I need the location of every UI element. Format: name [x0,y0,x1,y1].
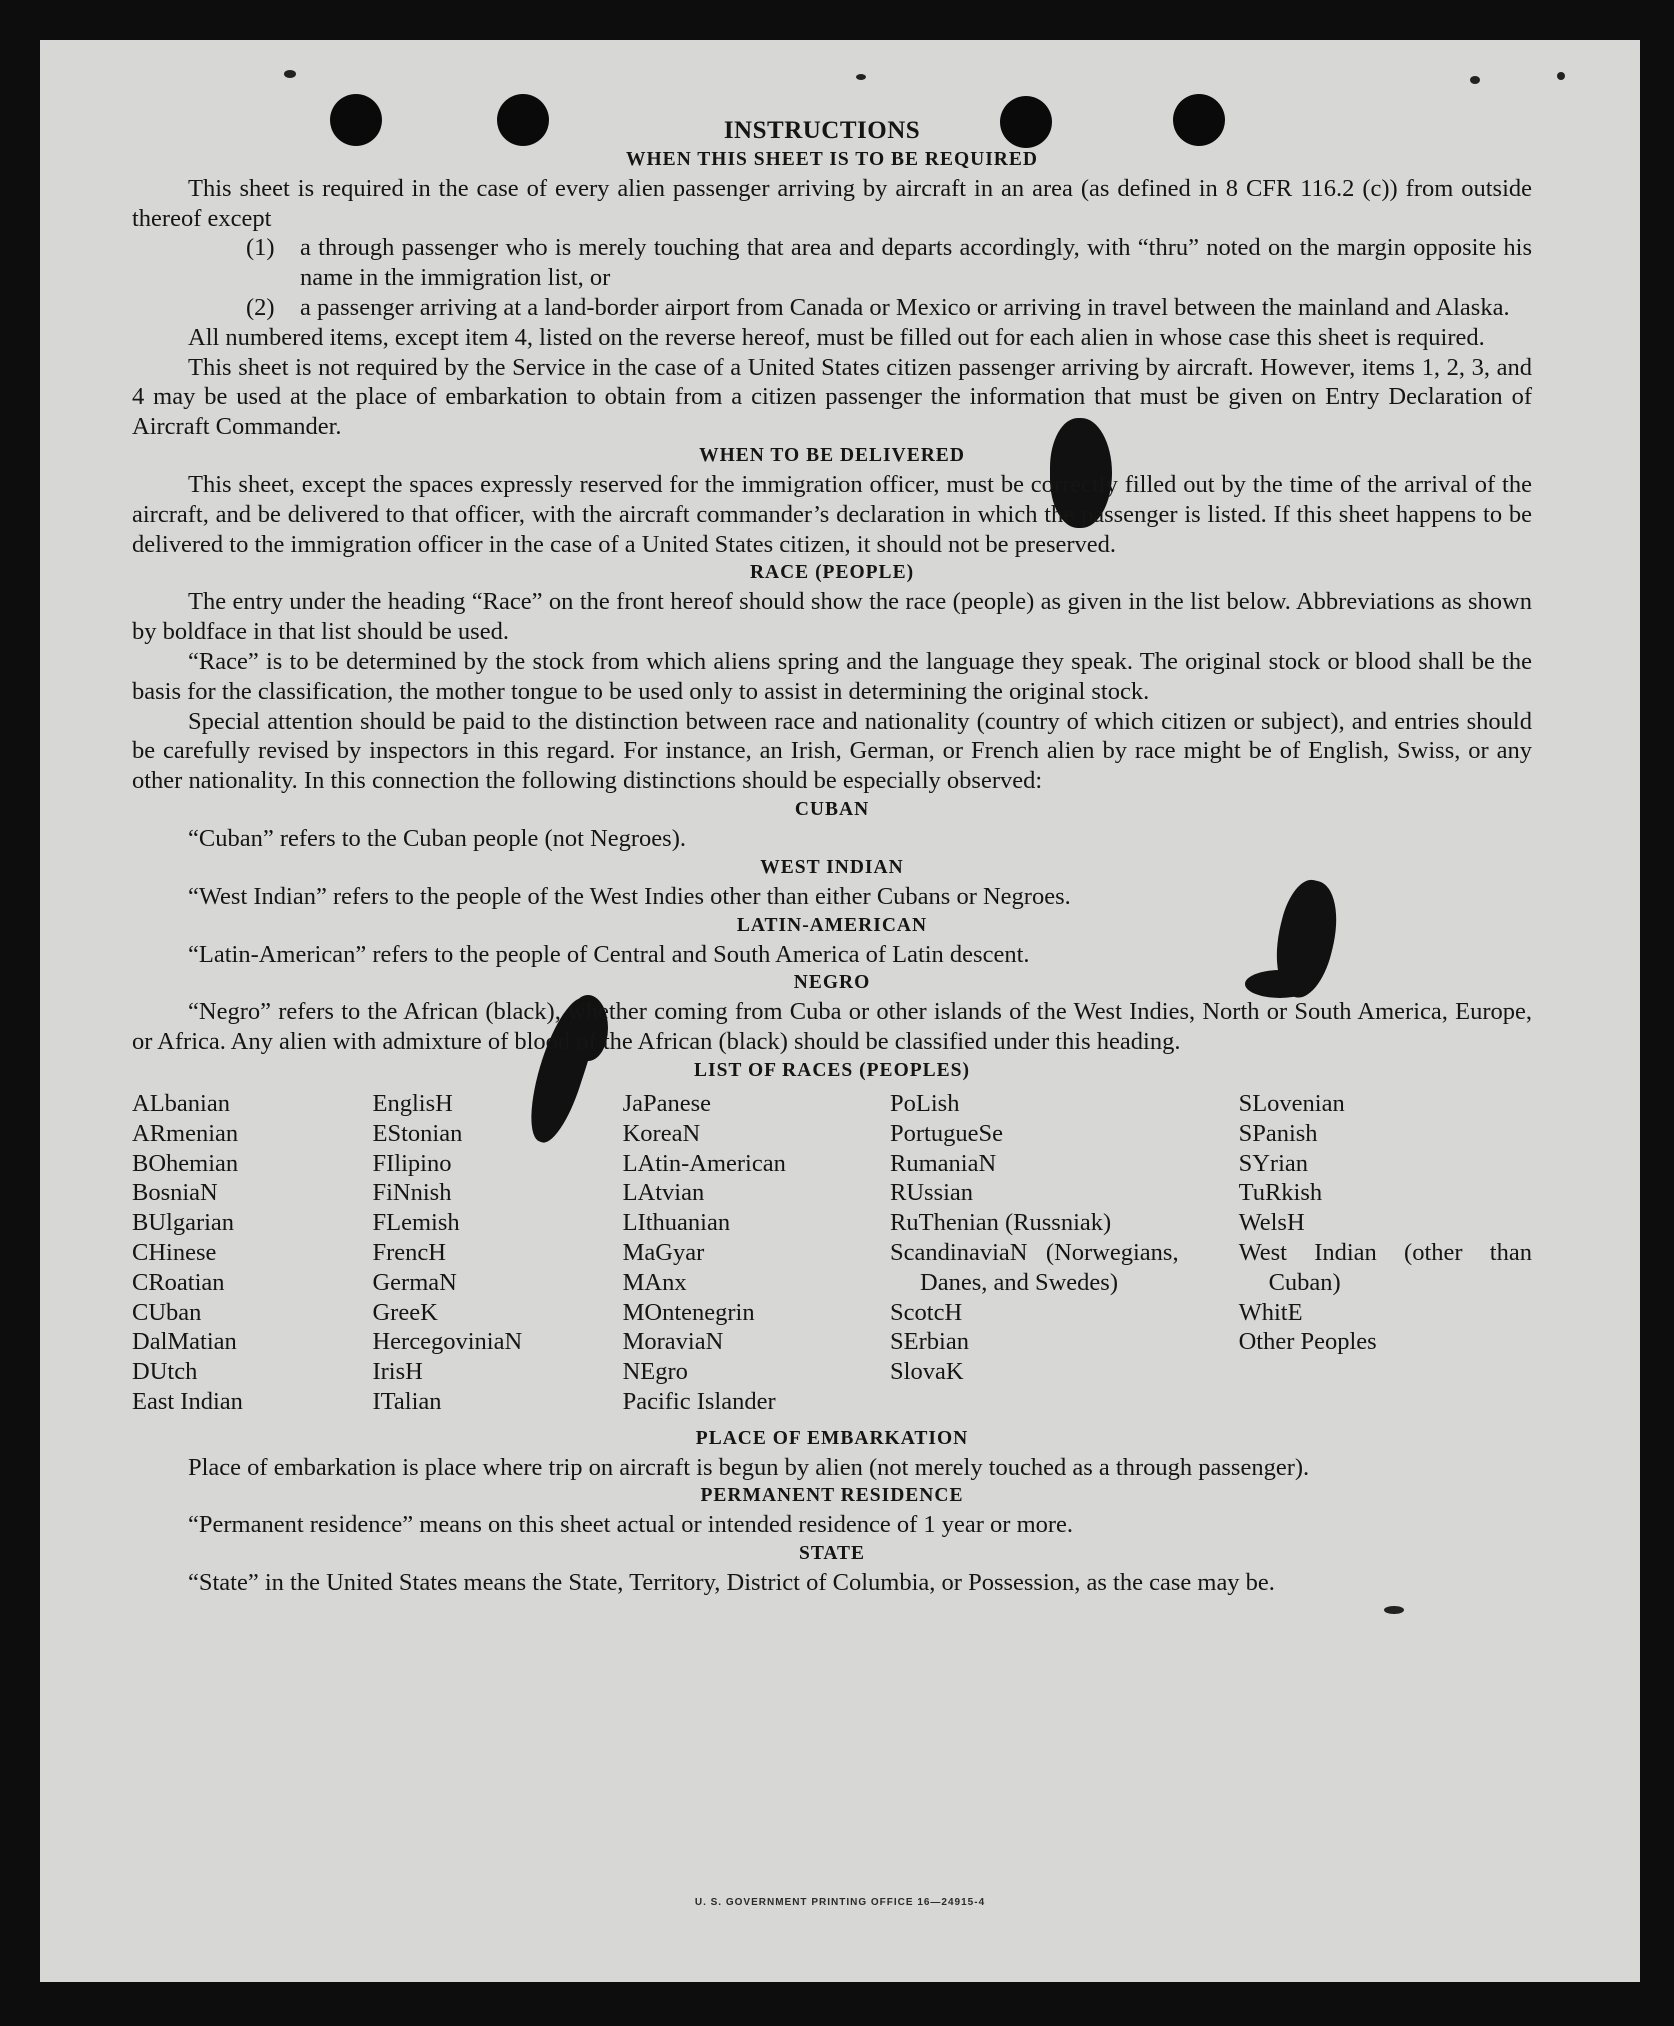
race-list [132,1089,1532,1417]
heading-list-of-races: LIST OF RACES (PEOPLES) [693,1059,970,1081]
race-entry: LAtin-American [622,1149,786,1177]
race-entry: DalMatian [132,1328,237,1356]
race-entry: CRoatian [132,1268,225,1296]
required-paragraph-1: This sheet is required in the case of every alien passenger arriving by aircraft in an area (as defined in 8 CFR 116.2 (c)) from outside thereof except [132,174,1532,232]
heading-when-required: WHEN THIS SHEET IS TO BE REQUIRED [626,148,1038,170]
race-entry: FrencH [372,1238,446,1266]
exception-item-1 [246,233,1532,293]
race-entry: MaGyar [622,1238,705,1266]
race-entry: BOhemian [132,1149,239,1177]
race-paragraph-3: Special attention should be paid to the distinction between race and nationality (country of which citizen or subject), and entries should be carefully revised by inspectors in this regard. For instance, an Irish, German, or French alien by race might be of English, Swiss, or any other nationality. In this connection the following distinctions should be especially observed: [132,707,1532,795]
race-entry: PortugueSe [890,1119,1003,1147]
race-entry: CUban [132,1298,202,1326]
race-entry: WelsH [1238,1209,1305,1237]
race-entry: JaPanese [622,1089,712,1117]
speck-4 [1557,72,1565,80]
speck-2 [856,74,866,80]
required-paragraph-3: This sheet is not required by the Service in the case of a United States citizen passenger arriving by aircraft. However, items 1, 2, 3, and 4 may be used at the place of embarkation to obtain from a citizen passenger the information that must be given on Entry Declaration of Aircraft Commander. [132,353,1532,441]
heading-race: RACE (PEOPLE) [749,562,915,584]
race-entry: MoraviaN [622,1328,724,1356]
race-entry: CHinese [132,1238,217,1266]
speck-1 [284,70,296,78]
race-entry: LIthuanian [622,1209,731,1237]
race-entry: DUtch [132,1358,198,1386]
race-entry: FIlipino [372,1149,452,1177]
race-entry: RUssian [890,1179,974,1207]
exception-item-2 [246,293,1532,323]
race-entry: EnglisH [372,1089,453,1117]
race-entry: LAtvian [622,1179,705,1207]
race-paragraph-2: “Race” is to be determined by the stock from which aliens spring and the language they speak. The original stock or blood shall be the basis for the classification, the mother tongue to be used only to assist in determining the original stock. [132,647,1532,705]
race-entry: NEgro [622,1358,688,1386]
race-entry: ARmenian [132,1119,239,1147]
printer-imprint: U. S. GOVERNMENT PRINTING OFFICE 16—24915-4 [694,1897,986,1908]
race-entry: SYrian [1238,1149,1309,1177]
race-entry: East Indian [132,1387,243,1415]
speck-3 [1470,76,1480,84]
race-entry: SPanish [1238,1119,1318,1147]
race-column-2 [372,1089,622,1417]
document-sheet [40,40,1640,1982]
race-entry: ALbanian [132,1089,230,1117]
race-entry: PoLish [890,1089,960,1117]
page-title: INSTRUCTIONS [723,117,921,144]
residence-paragraph: “Permanent residence” means on this sheet actual or intended residence of 1 year or more. [188,1511,1074,1539]
speck-5 [1384,1606,1404,1614]
race-entry: TuRkish [1238,1179,1323,1207]
race-paragraph-1: The entry under the heading “Race” on the front hereof should show the race (people) as given in the list below. Abbreviations as shown by boldface in that list should be used. [132,588,1532,646]
race-column-3 [623,1089,890,1417]
race-entry: GermaN [372,1268,457,1296]
instructions-content [132,116,1532,1598]
heading-place-of-embarkation: PLACE OF EMBARKATION [695,1427,969,1449]
exception-item-1-text: a through passenger who is merely touching that area and departs accordingly, with “thru” noted on the margin opposite his name in the immigration list, or [300,234,1532,292]
heading-negro: NEGRO [793,972,871,994]
race-entry: HercegoviniaN [372,1328,523,1356]
race-entry: EStonian [372,1119,463,1147]
race-entry: BosniaN [132,1179,218,1207]
race-entry: SlovaK [890,1358,964,1386]
negro-paragraph: “Negro” refers to the African (black), whether coming from Cuba or other islands of the West Indies, North or South America, Europe, or Africa. Any alien with admixture of blood of the African (black) should be classified under this heading. [132,998,1532,1056]
race-column-5 [1239,1089,1532,1417]
race-entry: IrisH [372,1358,423,1386]
race-entry: WhitE [1238,1298,1303,1326]
heading-west-indian: WEST INDIAN [760,856,904,878]
heading-state: STATE [798,1543,866,1565]
race-entry: FiNnish [372,1179,452,1207]
race-column-1 [132,1089,372,1417]
race-column-4 [890,1089,1179,1417]
cuban-paragraph: “Cuban” refers to the Cuban people (not Negroes). [188,824,686,852]
required-paragraph-2: All numbered items, except item 4, listed on the reverse hereof, must be filled out for each alien in whose case this sheet is required. [188,323,1485,351]
race-entry: MOntenegrin [622,1298,755,1326]
state-paragraph: “State” in the United States means the State, Territory, District of Columbia, or Possession, as the case may be. [188,1569,1275,1597]
race-entry: SErbian [890,1328,969,1356]
west-indian-paragraph: “West Indian” refers to the people of the West Indies other than either Cubans or Negroes. [188,882,1071,910]
race-entry: RumaniaN [890,1149,997,1177]
exception-item-2-number: (2) [246,293,275,321]
race-entry: FLemish [372,1209,460,1237]
exception-item-2-text: a passenger arriving at a land-border airport from Canada or Mexico or arriving in travel between the mainland and Alaska. [300,293,1510,321]
race-entry: Pacific Islander [622,1387,776,1415]
race-entry: BUlgarian [132,1209,235,1237]
race-entry: Other Peoples [1238,1328,1377,1356]
race-entry: ITalian [372,1387,442,1415]
race-entry: RuThenian (Russniak) [890,1209,1112,1237]
race-entry: ScandinaviaN (Norwegians, Danes, and Swedes) [890,1238,1179,1296]
heading-permanent-residence: PERMANENT RESIDENCE [700,1485,964,1507]
race-entry: MAnx [622,1268,687,1296]
race-entry: West Indian (other than Cuban) [1238,1238,1532,1296]
delivered-paragraph: This sheet, except the spaces expressly reserved for the immigration officer, must be correctly filled out by the time of the arrival of the aircraft, and be delivered to that officer, with the aircraft commander’s declaration in which the passenger is listed. If this sheet happens to be delivered to the immigration officer in the case of a United States citizen, it should not be preserved. [132,470,1532,558]
exception-item-1-number: (1) [246,234,275,262]
race-entry: GreeK [372,1298,438,1326]
race-entry: SLovenian [1238,1089,1345,1117]
latin-american-paragraph: “Latin-American” refers to the people of Central and South America of Latin descent. [188,940,1030,968]
race-entry: KoreaN [622,1119,701,1147]
heading-latin-american: LATIN-AMERICAN [736,914,928,936]
race-entry: ScotcH [890,1298,963,1326]
embarkation-paragraph: Place of embarkation is place where trip on aircraft is begun by alien (not merely touched as a through passenger). [188,1453,1310,1481]
heading-when-delivered: WHEN TO BE DELIVERED [699,444,965,466]
heading-cuban: CUBAN [794,798,870,820]
